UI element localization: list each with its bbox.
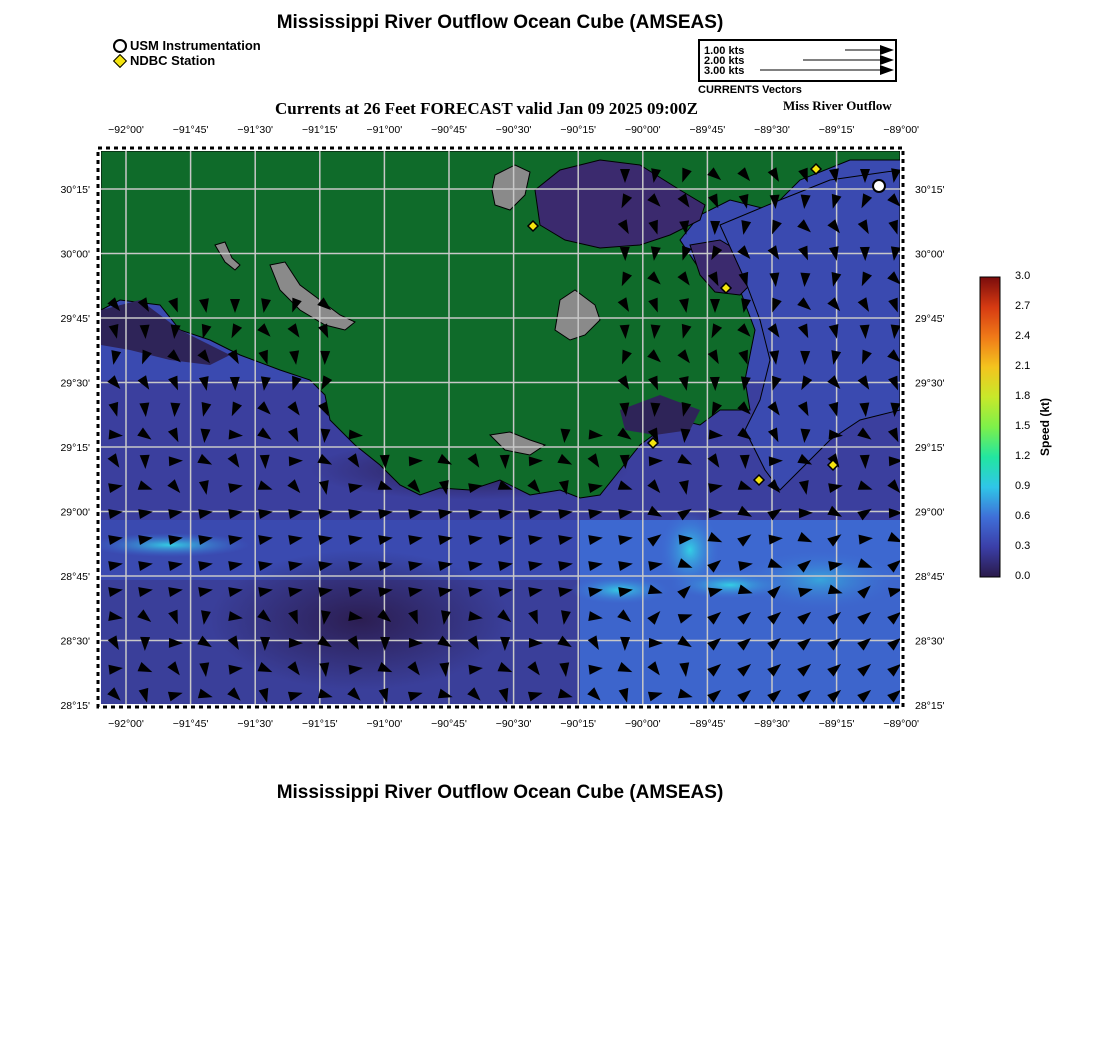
colorbar-label: Speed (kt) xyxy=(1038,398,1052,457)
lat-tick-label: 28°30' xyxy=(60,635,90,648)
vector-scale-row: 2.00 kts xyxy=(704,55,745,67)
colorbar-tick: 0.6 xyxy=(1015,510,1031,522)
lat-tick-label: 30°00' xyxy=(915,248,945,261)
lon-tick-label: −89°00' xyxy=(883,124,920,136)
usm-station-icon xyxy=(873,180,885,192)
region-label: Miss River Outflow xyxy=(783,98,892,113)
lat-tick-label: 29°30' xyxy=(915,377,945,390)
lon-tick-label: −90°45' xyxy=(431,718,467,730)
lat-tick-label: 28°30' xyxy=(915,635,945,648)
lon-tick-label: −91°45' xyxy=(172,124,209,136)
colorbar-tick: 0.0 xyxy=(1015,570,1031,582)
colorbar-tick: 2.4 xyxy=(1015,330,1031,342)
lon-tick-label: −89°45' xyxy=(689,718,726,730)
lon-tick-label: −90°00' xyxy=(624,124,661,136)
colorbar-tick: 1.5 xyxy=(1015,420,1031,432)
lat-tick-label: 29°45' xyxy=(60,313,90,325)
colorbar-tick: 0.3 xyxy=(1015,540,1031,552)
lon-tick-label: −91°15' xyxy=(301,124,338,136)
lat-tick-label: 28°15' xyxy=(60,700,90,712)
lat-tick-label: 29°00' xyxy=(60,506,90,519)
lon-tick-label: −92°00' xyxy=(108,718,144,730)
lon-tick-label: −90°00' xyxy=(624,718,661,730)
lon-tick-label: −90°30' xyxy=(495,124,532,136)
lon-tick-label: −90°15' xyxy=(560,718,597,730)
legend-usm-label: USM Instrumentation xyxy=(130,38,261,53)
bottom-title: Mississippi River Outflow Ocean Cube (AMSEAS) xyxy=(276,782,724,803)
lon-tick-label: −90°30' xyxy=(495,718,532,730)
colorbar xyxy=(980,277,1000,577)
vector-caption: CURRENTS Vectors xyxy=(698,84,802,96)
lat-tick-label: 28°45' xyxy=(915,571,945,583)
lon-tick-label: −91°30' xyxy=(237,124,274,136)
lon-tick-label: −90°15' xyxy=(560,124,597,136)
lon-tick-label: −91°30' xyxy=(237,718,274,730)
lat-tick-label: 29°15' xyxy=(915,442,945,454)
colorbar-tick: 1.2 xyxy=(1015,450,1031,462)
colorbar-tick: 1.8 xyxy=(1015,390,1031,402)
lon-tick-label: −89°30' xyxy=(754,718,790,730)
lon-tick-label: −91°45' xyxy=(172,718,209,730)
lon-tick-label: −90°45' xyxy=(431,124,467,136)
colorbar-tick: 2.1 xyxy=(1015,360,1031,372)
lat-tick-label: 29°45' xyxy=(915,313,945,325)
lon-tick-label: −89°45' xyxy=(689,124,726,136)
lon-tick-label: −89°15' xyxy=(818,124,855,136)
lat-tick-label: 28°45' xyxy=(60,571,90,583)
lon-tick-label: −89°30' xyxy=(754,124,790,136)
colorbar-tick: 2.7 xyxy=(1015,300,1031,312)
map-subtitle: Currents at 26 Feet FORECAST valid Jan 09 2025 09:00Z xyxy=(275,99,698,118)
colorbar-tick: 0.9 xyxy=(1015,480,1031,492)
legend-ndbc-label: NDBC Station xyxy=(130,53,216,68)
lat-tick-label: 30°00' xyxy=(60,248,90,261)
lon-tick-label: −91°15' xyxy=(301,718,338,730)
lon-tick-label: −89°15' xyxy=(818,718,855,730)
lat-tick-label: 29°30' xyxy=(60,377,90,390)
vector-scale-row: 1.00 kts xyxy=(704,45,745,57)
lat-tick-label: 30°15' xyxy=(60,184,90,196)
lat-tick-label: 29°15' xyxy=(60,442,90,454)
vector-scale-row: 3.00 kts xyxy=(704,65,745,77)
lon-tick-label: −91°00' xyxy=(366,718,403,730)
lon-tick-label: −89°00' xyxy=(883,718,920,730)
lat-tick-label: 30°15' xyxy=(915,184,945,196)
colorbar-tick: 3.0 xyxy=(1015,270,1031,282)
lat-tick-label: 29°00' xyxy=(915,506,945,519)
lon-tick-label: −92°00' xyxy=(108,124,144,136)
page-title: Mississippi River Outflow Ocean Cube (AMSEAS) xyxy=(276,12,724,33)
lon-tick-label: −91°00' xyxy=(366,124,403,136)
lat-tick-label: 28°15' xyxy=(915,700,945,712)
